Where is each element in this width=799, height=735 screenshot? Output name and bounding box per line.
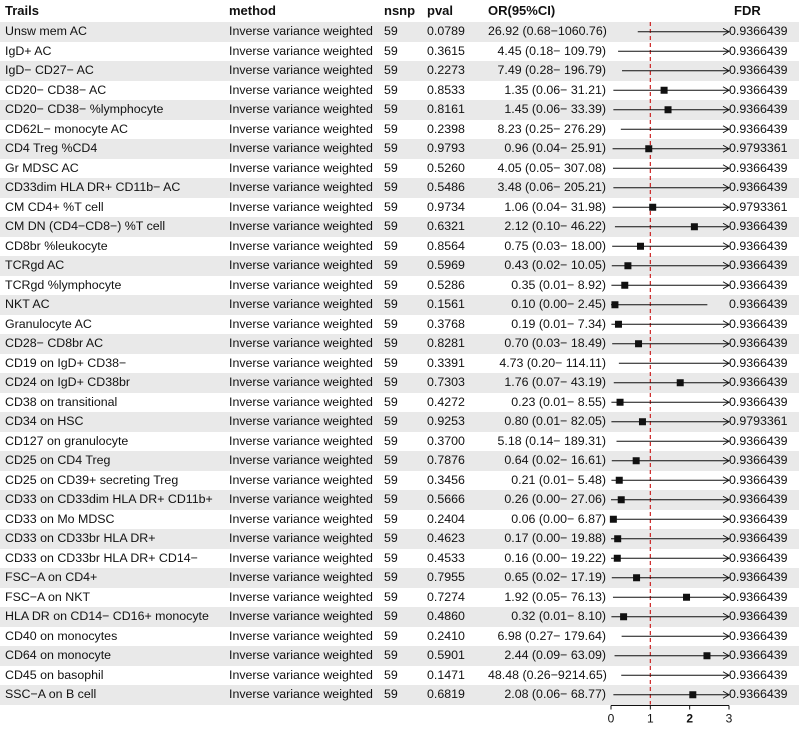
- trait-cell: CD45 on basophil: [5, 667, 104, 682]
- nsnp-cell: 59: [384, 277, 398, 292]
- fdr-cell: 0.9366439: [729, 433, 788, 448]
- nsnp-cell: 59: [384, 453, 398, 467]
- trait-cell: Granulocyte AC: [5, 316, 92, 331]
- table-row: [0, 100, 799, 120]
- fdr-cell: 0.9366439: [729, 277, 788, 292]
- or-ci-cell: 3.48 (0.06− 205.21): [497, 180, 606, 194]
- or-ci-cell: 7.49 (0.28− 196.79): [497, 63, 606, 77]
- nsnp-cell: 59: [384, 570, 398, 584]
- fdr-cell: 0.9366439: [729, 24, 788, 38]
- or-ci-cell: 8.23 (0.25− 276.29): [497, 121, 606, 136]
- nsnp-cell: 59: [384, 687, 398, 701]
- table-row: [0, 81, 799, 101]
- or-ci-cell: 0.75 (0.03− 18.00): [504, 238, 606, 253]
- method-cell: Inverse variance weighted: [229, 180, 373, 194]
- table-row: [0, 42, 799, 62]
- method-cell: Inverse variance weighted: [229, 414, 373, 428]
- or-ci-cell: 0.65 (0.02− 17.19): [504, 570, 606, 584]
- nsnp-cell: 59: [384, 589, 398, 604]
- nsnp-cell: 59: [384, 414, 398, 428]
- pval-cell: 0.7303: [427, 375, 465, 389]
- table-row: [0, 627, 799, 647]
- method-cell: Inverse variance weighted: [229, 258, 373, 272]
- or-ci-cell: 1.92 (0.05− 76.13): [504, 589, 606, 604]
- pval-cell: 0.7876: [427, 453, 465, 467]
- header-pval: pval: [427, 3, 454, 18]
- table-row: [0, 217, 799, 237]
- fdr-cell: 0.9366439: [729, 219, 788, 233]
- nsnp-cell: 59: [384, 336, 398, 350]
- pval-cell: 0.7955: [427, 570, 465, 584]
- or-ci-cell: 4.05 (0.05− 307.08): [497, 160, 606, 175]
- nsnp-cell: 59: [384, 472, 398, 487]
- table-row: [0, 685, 799, 705]
- fdr-cell: 0.9366439: [729, 570, 788, 584]
- method-cell: Inverse variance weighted: [229, 199, 373, 214]
- nsnp-cell: 59: [384, 180, 398, 194]
- or-ci-cell: 0.70 (0.03− 18.49): [504, 336, 606, 350]
- method-cell: Inverse variance weighted: [229, 375, 373, 389]
- table-row: [0, 393, 799, 413]
- nsnp-cell: 59: [384, 628, 398, 643]
- x-tick-label: 0: [607, 711, 615, 726]
- table-row: [0, 276, 799, 296]
- or-ci-cell: 0.43 (0.02− 10.05): [504, 258, 606, 272]
- pval-cell: 0.5666: [427, 492, 465, 506]
- or-ci-cell: 4.45 (0.18− 109.79): [497, 43, 606, 58]
- method-cell: Inverse variance weighted: [229, 297, 373, 311]
- nsnp-cell: 59: [384, 43, 398, 58]
- pval-cell: 0.8161: [427, 102, 465, 116]
- or-ci-cell: 1.35 (0.06− 31.21): [504, 82, 606, 97]
- trait-cell: Unsw mem AC: [5, 24, 87, 38]
- table-row: [0, 568, 799, 588]
- pval-cell: 0.5260: [427, 160, 465, 175]
- method-cell: Inverse variance weighted: [229, 570, 373, 584]
- trait-cell: CD127 on granulocyte: [5, 433, 129, 448]
- method-cell: Inverse variance weighted: [229, 82, 373, 97]
- trait-cell: CD33 on CD33br HLA DR+: [5, 531, 156, 545]
- pval-cell: 0.8564: [427, 238, 465, 253]
- method-cell: Inverse variance weighted: [229, 667, 373, 682]
- method-cell: Inverse variance weighted: [229, 511, 373, 526]
- nsnp-cell: 59: [384, 238, 398, 253]
- pval-cell: 0.3456: [427, 472, 465, 487]
- or-ci-cell: 6.98 (0.27− 179.64): [497, 628, 606, 643]
- pval-cell: 0.2410: [427, 628, 465, 643]
- fdr-cell: 0.9366439: [729, 511, 788, 526]
- pval-cell: 0.9734: [427, 199, 465, 214]
- fdr-cell: 0.9793361: [729, 199, 788, 214]
- trait-cell: CD33 on CD33br HLA DR+ CD14−: [5, 550, 198, 565]
- nsnp-cell: 59: [384, 375, 398, 389]
- method-cell: Inverse variance weighted: [229, 648, 373, 662]
- method-cell: Inverse variance weighted: [229, 609, 373, 623]
- fdr-cell: 0.9366439: [729, 394, 788, 409]
- method-cell: Inverse variance weighted: [229, 63, 373, 77]
- table-row: [0, 139, 799, 159]
- table-row: [0, 471, 799, 491]
- pval-cell: 0.6819: [427, 687, 465, 701]
- x-tick-label: 1: [646, 711, 654, 726]
- fdr-cell: 0.9366439: [729, 667, 788, 682]
- fdr-cell: 0.9366439: [729, 375, 788, 389]
- table-row: [0, 588, 799, 608]
- trait-cell: IgD− CD27− AC: [5, 63, 94, 77]
- method-cell: Inverse variance weighted: [229, 141, 373, 155]
- method-cell: Inverse variance weighted: [229, 277, 373, 292]
- trait-cell: CD20− CD38− %lymphocyte: [5, 102, 164, 116]
- method-cell: Inverse variance weighted: [229, 121, 373, 136]
- table-row: [0, 354, 799, 374]
- header-or: OR(95%CI): [488, 3, 556, 18]
- trait-cell: CD8br %leukocyte: [5, 238, 108, 253]
- table-row: [0, 159, 799, 179]
- or-ci-cell: 1.06 (0.04− 31.98): [504, 199, 606, 214]
- or-ci-cell: 0.16 (0.00− 19.22): [504, 550, 606, 565]
- trait-cell: FSC−A on NKT: [5, 589, 91, 604]
- nsnp-cell: 59: [384, 63, 398, 77]
- pval-cell: 0.5486: [427, 180, 465, 194]
- or-ci-cell: 0.32 (0.01− 8.10): [511, 609, 606, 623]
- fdr-cell: 0.9366439: [729, 316, 788, 331]
- nsnp-cell: 59: [384, 160, 398, 175]
- pval-cell: 0.9253: [427, 414, 465, 428]
- pval-cell: 0.7274: [427, 589, 465, 604]
- nsnp-cell: 59: [384, 433, 398, 448]
- fdr-cell: 0.9366439: [729, 297, 788, 311]
- pval-cell: 0.4533: [427, 550, 465, 565]
- method-cell: Inverse variance weighted: [229, 336, 373, 350]
- fdr-cell: 0.9366439: [729, 589, 788, 604]
- trait-cell: TCRgd AC: [5, 258, 65, 272]
- method-cell: Inverse variance weighted: [229, 550, 373, 565]
- method-cell: Inverse variance weighted: [229, 316, 373, 331]
- trait-cell: CD25 on CD39+ secreting Treg: [5, 472, 179, 487]
- fdr-cell: 0.9366439: [729, 648, 788, 662]
- table-row: [0, 178, 799, 198]
- pval-cell: 0.3391: [427, 355, 465, 370]
- or-ci-cell: 0.64 (0.02− 16.61): [504, 453, 606, 467]
- nsnp-cell: 59: [384, 24, 398, 38]
- table-row: [0, 22, 799, 42]
- fdr-cell: 0.9366439: [729, 43, 788, 58]
- or-ci-cell: 0.26 (0.00− 27.06): [504, 492, 606, 506]
- header-nsnp: nsnp: [384, 3, 416, 18]
- fdr-cell: 0.9366439: [729, 550, 788, 565]
- table-row: [0, 510, 799, 530]
- table-row: [0, 120, 799, 140]
- trait-cell: TCRgd %lymphocyte: [5, 277, 122, 292]
- method-cell: Inverse variance weighted: [229, 433, 373, 448]
- trait-cell: CD33 on CD33dim HLA DR+ CD11b+: [5, 492, 213, 506]
- fdr-cell: 0.9793361: [729, 414, 788, 428]
- or-ci-cell: 4.73 (0.20− 114.11): [499, 355, 606, 370]
- table-row: [0, 198, 799, 218]
- nsnp-cell: 59: [384, 609, 398, 623]
- nsnp-cell: 59: [384, 121, 398, 136]
- table-row: [0, 529, 799, 549]
- pval-cell: 0.5286: [427, 277, 465, 292]
- x-tick-label: 2: [686, 711, 694, 726]
- trait-cell: NKT AC: [5, 297, 50, 311]
- x-tick-label: 3: [725, 711, 733, 726]
- trait-cell: CD19 on IgD+ CD38−: [5, 355, 127, 370]
- fdr-cell: 0.9366439: [729, 160, 788, 175]
- trait-cell: CM CD4+ %T cell: [5, 199, 104, 214]
- nsnp-cell: 59: [384, 355, 398, 370]
- trait-cell: FSC−A on CD4+: [5, 570, 98, 584]
- method-cell: Inverse variance weighted: [229, 453, 373, 467]
- nsnp-cell: 59: [384, 550, 398, 565]
- table-row: [0, 256, 799, 276]
- fdr-cell: 0.9366439: [729, 453, 788, 467]
- table-row: [0, 432, 799, 452]
- method-cell: Inverse variance weighted: [229, 238, 373, 253]
- nsnp-cell: 59: [384, 648, 398, 662]
- method-cell: Inverse variance weighted: [229, 219, 373, 233]
- method-cell: Inverse variance weighted: [229, 687, 373, 701]
- pval-cell: 0.3615: [427, 43, 465, 58]
- fdr-cell: 0.9366439: [729, 82, 788, 97]
- nsnp-cell: 59: [384, 199, 398, 214]
- trait-cell: CD20− CD38− AC: [5, 82, 107, 97]
- header-trait: Trails: [5, 3, 39, 18]
- pval-cell: 0.6321: [427, 219, 465, 233]
- pval-cell: 0.1471: [427, 667, 465, 682]
- trait-cell: HLA DR on CD14− CD16+ monocyte: [5, 609, 209, 623]
- trait-cell: CD64 on monocyte: [5, 648, 112, 662]
- trait-cell: CD33dim HLA DR+ CD11b− AC: [5, 180, 181, 194]
- nsnp-cell: 59: [384, 141, 398, 155]
- pval-cell: 0.5969: [427, 258, 465, 272]
- header-fdr: FDR: [734, 3, 761, 18]
- fdr-cell: 0.9366439: [729, 180, 788, 194]
- table-row: [0, 607, 799, 627]
- table-row: [0, 315, 799, 335]
- trait-cell: CM DN (CD4−CD8−) %T cell: [5, 219, 166, 233]
- pval-cell: 0.2398: [427, 121, 465, 136]
- table-row: [0, 295, 799, 315]
- trait-cell: SSC−A on B cell: [5, 687, 97, 701]
- or-ci-cell: 1.45 (0.06− 33.39): [504, 102, 606, 116]
- method-cell: Inverse variance weighted: [229, 589, 373, 604]
- method-cell: Inverse variance weighted: [229, 628, 373, 643]
- method-cell: Inverse variance weighted: [229, 472, 373, 487]
- or-ci-cell: 2.08 (0.06− 68.77): [504, 687, 606, 701]
- table-row: [0, 237, 799, 257]
- or-ci-cell: 0.06 (0.00− 6.87): [511, 511, 606, 526]
- trait-cell: CD33 on Mo MDSC: [5, 511, 115, 526]
- nsnp-cell: 59: [384, 667, 398, 682]
- trait-cell: CD24 on IgD+ CD38br: [5, 375, 131, 389]
- or-ci-cell: 0.80 (0.01− 82.05): [504, 414, 606, 428]
- fdr-cell: 0.9366439: [729, 472, 788, 487]
- pval-cell: 0.8281: [427, 336, 465, 350]
- trait-cell: CD38 on transitional: [5, 394, 118, 409]
- pval-cell: 0.2404: [427, 511, 465, 526]
- or-ci-cell: 0.35 (0.01− 8.92): [511, 277, 606, 292]
- nsnp-cell: 59: [384, 531, 398, 545]
- trait-cell: Gr MDSC AC: [5, 160, 79, 175]
- table-row: [0, 549, 799, 569]
- pval-cell: 0.9793: [427, 141, 465, 155]
- trait-cell: CD25 on CD4 Treg: [5, 453, 111, 467]
- or-ci-cell: 0.21 (0.01− 5.48): [511, 472, 606, 487]
- method-cell: Inverse variance weighted: [229, 355, 373, 370]
- method-cell: Inverse variance weighted: [229, 24, 373, 38]
- or-ci-cell: 1.76 (0.07− 43.19): [504, 375, 606, 389]
- fdr-cell: 0.9366439: [729, 238, 788, 253]
- fdr-cell: 0.9366439: [729, 609, 788, 623]
- fdr-cell: 0.9366439: [729, 102, 788, 116]
- or-ci-cell: 2.44 (0.09− 63.09): [504, 648, 606, 662]
- or-ci-cell: 2.12 (0.10− 46.22): [504, 219, 606, 233]
- method-cell: Inverse variance weighted: [229, 43, 373, 58]
- pval-cell: 0.3700: [427, 433, 465, 448]
- fdr-cell: 0.9366439: [729, 355, 788, 370]
- header-method: method: [229, 3, 276, 18]
- nsnp-cell: 59: [384, 102, 398, 116]
- nsnp-cell: 59: [384, 316, 398, 331]
- trait-cell: CD62L− monocyte AC: [5, 121, 128, 136]
- nsnp-cell: 59: [384, 511, 398, 526]
- or-ci-cell: 0.10 (0.00− 2.45): [511, 297, 606, 311]
- trait-cell: CD4 Treg %CD4: [5, 141, 98, 155]
- nsnp-cell: 59: [384, 219, 398, 233]
- method-cell: Inverse variance weighted: [229, 160, 373, 175]
- or-ci-cell: 5.18 (0.14− 189.31): [497, 433, 606, 448]
- or-ci-cell: 0.19 (0.01− 7.34): [511, 316, 606, 331]
- fdr-cell: 0.9366439: [729, 63, 788, 77]
- fdr-cell: 0.9366439: [729, 687, 788, 701]
- fdr-cell: 0.9366439: [729, 492, 788, 506]
- or-ci-cell: 0.17 (0.00− 19.88): [504, 531, 606, 545]
- pval-cell: 0.5901: [427, 648, 465, 662]
- nsnp-cell: 59: [384, 82, 398, 97]
- or-ci-cell: 48.48 (0.26−9214.65): [488, 667, 607, 682]
- pval-cell: 0.4860: [427, 609, 465, 623]
- table-row: [0, 666, 799, 686]
- method-cell: Inverse variance weighted: [229, 531, 373, 545]
- pval-cell: 0.4623: [427, 531, 465, 545]
- pval-cell: 0.2273: [427, 63, 465, 77]
- trait-cell: CD34 on HSC: [5, 414, 84, 428]
- pval-cell: 0.4272: [427, 394, 465, 409]
- or-ci-cell: 0.23 (0.01− 8.55): [511, 394, 606, 409]
- nsnp-cell: 59: [384, 297, 398, 311]
- fdr-cell: 0.9366439: [729, 336, 788, 350]
- or-ci-cell: 0.96 (0.04− 25.91): [504, 141, 606, 155]
- nsnp-cell: 59: [384, 394, 398, 409]
- table-row: [0, 334, 799, 354]
- or-ci-cell: 26.92 (0.68−1060.76): [488, 24, 607, 38]
- results-table: [0, 22, 799, 705]
- pval-cell: 0.1561: [427, 297, 465, 311]
- method-cell: Inverse variance weighted: [229, 394, 373, 409]
- fdr-cell: 0.9366439: [729, 628, 788, 643]
- table-row: [0, 61, 799, 81]
- method-cell: Inverse variance weighted: [229, 102, 373, 116]
- pval-cell: 0.3768: [427, 316, 465, 331]
- table-row: [0, 451, 799, 471]
- fdr-cell: 0.9366439: [729, 121, 788, 136]
- table-row: [0, 373, 799, 393]
- table-row: [0, 412, 799, 432]
- fdr-cell: 0.9366439: [729, 531, 788, 545]
- table-row: [0, 490, 799, 510]
- nsnp-cell: 59: [384, 258, 398, 272]
- fdr-cell: 0.9793361: [729, 141, 788, 155]
- nsnp-cell: 59: [384, 492, 398, 506]
- pval-cell: 0.8533: [427, 82, 465, 97]
- trait-cell: CD28− CD8br AC: [5, 336, 104, 350]
- trait-cell: CD40 on monocytes: [5, 628, 118, 643]
- trait-cell: IgD+ AC: [5, 43, 52, 58]
- pval-cell: 0.0789: [427, 24, 465, 38]
- method-cell: Inverse variance weighted: [229, 492, 373, 506]
- table-row: [0, 646, 799, 666]
- fdr-cell: 0.9366439: [729, 258, 788, 272]
